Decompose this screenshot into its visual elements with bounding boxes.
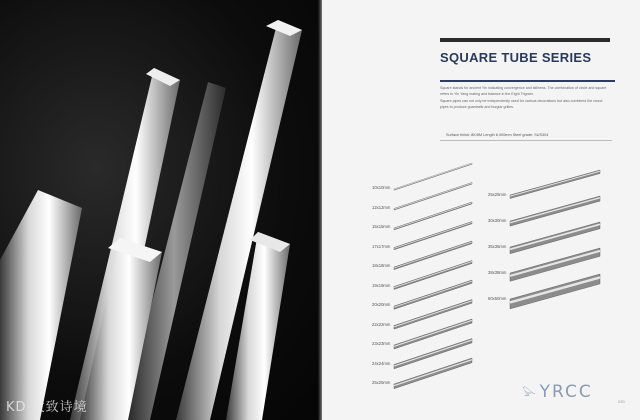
brand-name: YRCC: [539, 382, 593, 402]
size-label: 10x10mm: [372, 185, 391, 190]
bird-logo-icon: 𓅪: [522, 387, 536, 401]
size-tube-highlight: [510, 224, 600, 249]
size-tube: [510, 248, 600, 281]
size-tube-highlight: [394, 203, 472, 229]
size-label: 25x25mm: [372, 380, 391, 385]
page-number: 030: [618, 399, 625, 404]
description-paragraph: Square pipes can not only be independently used for various decorations but also combined the round pipes to produce guardrails and burglar grilles.: [440, 99, 603, 109]
size-label: 18x18mm: [372, 263, 391, 268]
size-tube: [510, 274, 600, 309]
size-tube: [510, 222, 600, 254]
page-title: SQUARE TUBE SERIES: [440, 50, 592, 65]
size-label: 23x23mm: [372, 341, 391, 346]
size-tube-highlight: [394, 163, 472, 189]
size-label: 19x19mm: [372, 282, 391, 288]
brand-logo: [522, 382, 593, 402]
size-label: 12x12mm: [372, 204, 391, 210]
size-tube: [510, 170, 600, 199]
size-label: 24x24mm: [372, 360, 391, 366]
size-label: 20x20mm: [372, 302, 391, 307]
size-tube-highlight: [510, 251, 600, 276]
size-tube-highlight: [394, 183, 472, 209]
size-tube-highlight: [510, 277, 600, 302]
size-label: 38x38mm: [488, 270, 507, 275]
watermark-text: KD 大致诗境: [6, 400, 88, 415]
size-tube-highlight: [510, 198, 600, 223]
tube-shape: [0, 190, 82, 420]
size-label: 15x15mm: [372, 224, 391, 229]
size-label: 50x50mm: [488, 296, 507, 301]
description-paragraph: Square stands for ancient Yin indicating convergence and stillness. The combination of circle and square refers to Yin Yang mating and balance in the Eight Trigram.: [440, 86, 607, 96]
size-label: 25x25mm: [488, 192, 507, 197]
size-label: 30x30mm: [488, 218, 507, 223]
catalog-page: [322, 0, 640, 420]
size-label: 22x22mm: [372, 321, 391, 327]
size-tube-highlight: [510, 171, 600, 196]
tube-size-illustration: [322, 0, 640, 420]
size-label: 17x17mm: [372, 243, 391, 249]
spec-line: Surface finish: 8K/6M Length 6,000mm Steel grade: SUS304: [446, 133, 549, 137]
size-label: 35x35mm: [488, 244, 507, 249]
size-tube: [510, 196, 600, 226]
